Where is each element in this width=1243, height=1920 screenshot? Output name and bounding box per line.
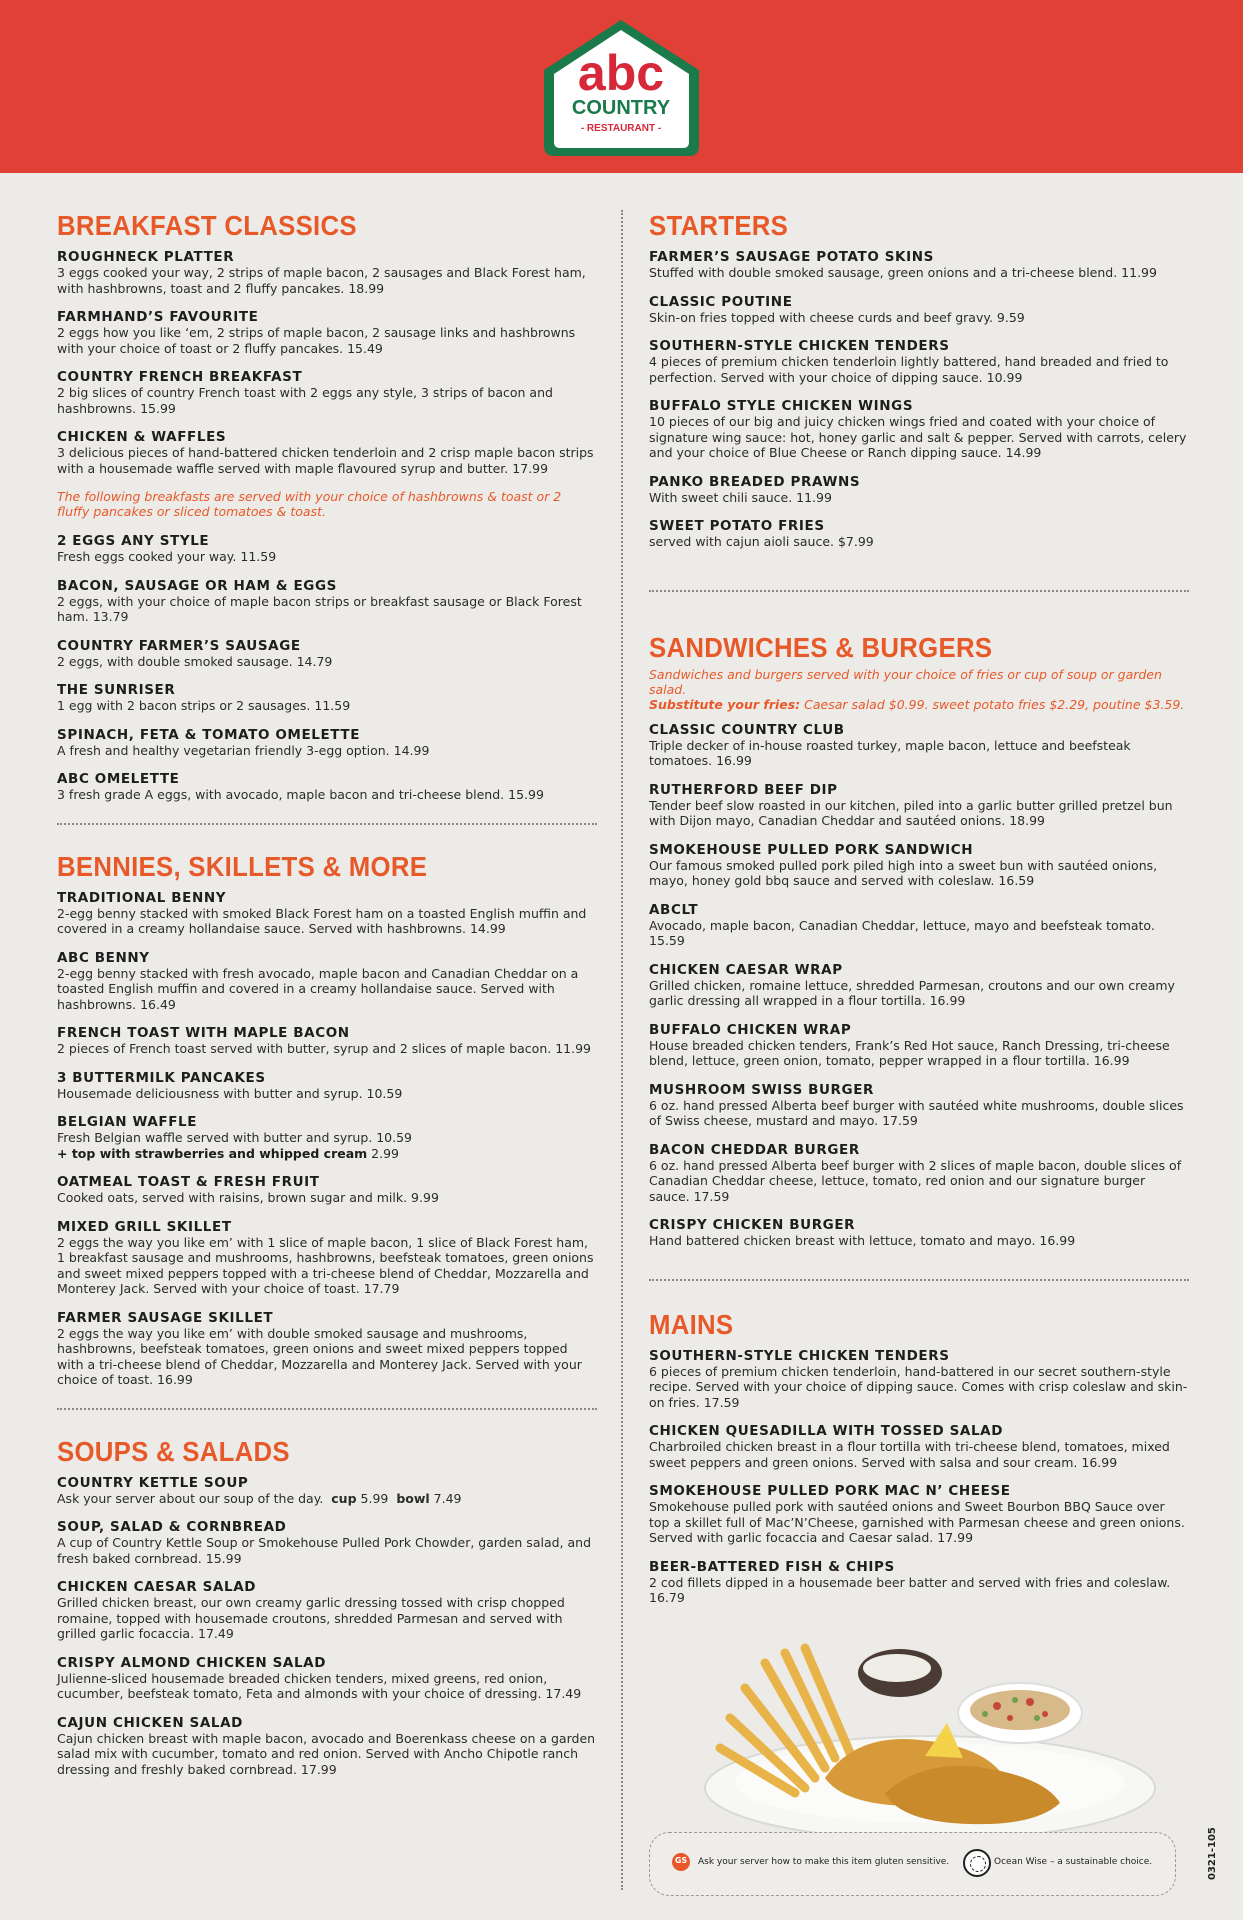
section-title: MAINS [649, 1308, 734, 1340]
menu-item [57, 578, 597, 625]
item-name: COUNTRY KETTLE SOUP [57, 1474, 249, 1491]
item-desc: Julienne-sliced housemade breaded chicken tenders, mixed greens, red onion, cucumber, beefsteak tomato, Feta and almonds with your choice of dressing. 17.49 [57, 1670, 582, 1701]
logo-abc: abc [577, 45, 665, 101]
section-divider [57, 823, 597, 825]
cup-price: 5.99 [360, 1490, 389, 1506]
item-name: BELGIAN WAFFLE [57, 1114, 198, 1130]
menu-item [57, 309, 597, 356]
item-desc: A cup of Country Kettle Soup or Smokehouse Pulled Pork Chowder, garden salad, and fresh baked cornbread. 15.99 [57, 1535, 592, 1566]
item-desc: 10 pieces of our big and juicy chicken wings fried and coated with your choice of signature wing sauce: hot, honey garlic and salt & pepper. Served with carrots, celery and your choice of Blue Cheese or Ranch dipping sauce. 14.99 [649, 414, 1187, 460]
item-desc: Skin-on fries topped with cheese curds and beef gravy. 9.59 [649, 309, 1025, 325]
menu-item [649, 518, 1189, 550]
section-title: STARTERS [649, 210, 789, 241]
menu-item [649, 249, 1189, 281]
item-name: CHICKEN QUESADILLA WITH TOSSED SALAD [649, 1423, 1004, 1439]
menu-item [57, 1715, 597, 1778]
sandwiches-note-line1: Sandwiches and burgers served with your choice of fries or cup of soup or garden salad. [649, 666, 1162, 697]
menu-item [57, 638, 597, 670]
item-desc: 2 cod fillets dipped in a housemade beer batter and served with fries and coleslaw. 16.79 [649, 1574, 1171, 1605]
substitute-text: Caesar salad $0.99. sweet potato fries $2.29, poutine $3.59. [800, 696, 1185, 712]
sandwiches-note [649, 667, 1189, 712]
item-desc: Fresh eggs cooked your way. 11.59 [57, 549, 277, 564]
item-name: 2 EGGS ANY STYLE [57, 533, 210, 549]
item-name: CHICKEN & WAFFLES [57, 429, 227, 445]
menu-item [649, 722, 1189, 769]
item-desc: Housemade deliciousness with butter and syrup. 10.59 [57, 1085, 403, 1101]
item-desc: 2 eggs, with your choice of maple bacon strips or breakfast sausage or Black Forest ham. 13.79 [57, 593, 582, 624]
item-name: BACON CHEDDAR BURGER [649, 1141, 860, 1158]
menu-code: 0321-105 [1207, 1827, 1218, 1880]
menu-item [57, 727, 597, 759]
item-name: RUTHERFORD BEEF DIP [649, 781, 838, 798]
gluten-sensitive-text: Ask your server how to make this item gluten sensitive. [698, 1857, 950, 1867]
item-name: TRADITIONAL BENNY [57, 889, 227, 906]
section-title: BENNIES, SKILLETS & MORE [57, 850, 428, 882]
sandwiches-note-line2 [649, 697, 1189, 712]
fish-and-chips-photo [685, 1628, 1165, 1843]
section-divider [57, 1408, 597, 1410]
menu-item [649, 1082, 1189, 1129]
menu-item [57, 1070, 597, 1102]
menu-item [649, 1217, 1189, 1249]
menu-item [649, 1483, 1189, 1546]
menu-item [649, 1348, 1189, 1411]
item-name: CRISPY CHICKEN BURGER [649, 1217, 856, 1233]
item-desc: Stuffed with double smoked sausage, green onions and a tri-cheese blend. 11.99 [649, 265, 1157, 280]
item-desc: Charbroiled chicken breast in a flour tortilla with tri-cheese blend, tomatoes, mixed sweet peppers and green onions. Served with salsa and sour cream. 16.99 [649, 1439, 1170, 1470]
item-name: OATMEAL TOAST & FRESH FRUIT [57, 1174, 320, 1190]
substitute-label: Substitute your fries: [649, 696, 801, 712]
bennies-section [57, 851, 597, 1388]
breakfast-classics-section [57, 210, 597, 803]
item-name: SOUP, SALAD & CORNBREAD [57, 1519, 287, 1535]
bowl-price: 7.49 [433, 1490, 462, 1506]
menu-item [57, 1025, 597, 1057]
item-desc: Tender beef slow roasted in our kitchen, piled into a garlic butter grilled pretzel bun with Dijon mayo, Canadian Cheddar and sautéed onions. 18.99 [649, 797, 1173, 828]
item-name: COUNTRY FRENCH BREAKFAST [57, 369, 303, 385]
logo-country: COUNTRY [571, 97, 671, 119]
menu-item [57, 1219, 597, 1297]
menu-item [649, 962, 1189, 1009]
menu-item [649, 294, 1189, 326]
menu-item [649, 1423, 1189, 1470]
item-desc: 2 eggs the way you like em’ with 1 slice of maple bacon, 1 slice of Black Forest ham, 1 breakfast sausage and mushrooms, hashbrowns, beefsteak tomatoes, green onions and sweet mixed peppers topped with a tri-cheese blend of Cheddar, Mozzarella and Monterey Jack. Served with your choice of toast. 17.79 [57, 1234, 594, 1296]
menu-item [57, 950, 597, 1013]
menu-item [649, 474, 1189, 506]
item-name: CLASSIC POUTINE [649, 293, 793, 310]
item-name: MIXED GRILL SKILLET [57, 1218, 232, 1235]
item-desc: Smokehouse pulled pork with sautéed onions and Sweet Bourbon BBQ Sauce over top a skillet full of Mac’N’Cheese, garnished with Parmesan cheese and green onions. Served with garlic focaccia and Caesar salad. 17.99 [649, 1499, 1185, 1545]
mains-section [649, 1309, 1189, 1606]
menu-item [57, 771, 597, 803]
item-addon [57, 1146, 597, 1162]
menu-item [649, 842, 1189, 889]
menu-item [649, 338, 1189, 385]
item-name: ABC BENNY [57, 949, 150, 966]
item-name: 3 BUTTERMILK PANCAKES [57, 1069, 266, 1086]
item-name: ABC OMELETTE [57, 771, 180, 787]
item-name: BEER-BATTERED FISH & CHIPS [649, 1558, 895, 1575]
item-desc: 6 oz. hand pressed Alberta beef burger with 2 slices of maple bacon, double slices of Canadian Cheddar cheese, lettuce, tomato, red onion and our signature burger sauce. 17.59 [649, 1157, 1182, 1204]
menu-item [57, 1519, 597, 1566]
ocean-wise-text: Ocean Wise – a sustainable choice. [994, 1857, 1153, 1867]
item-desc: 2-egg benny stacked with smoked Black Forest ham on a toasted English muffin and covered in a creamy hollandaise sauce. Served with hashbrowns. 14.99 [57, 905, 587, 936]
item-name: BUFFALO STYLE CHICKEN WINGS [649, 398, 914, 414]
item-desc: 2 eggs how you like ‘em, 2 strips of maple bacon, 2 sausage links and hashbrowns with your choice of toast or 2 fluffy pancakes. 15.49 [57, 325, 576, 356]
item-name: ROUGHNECK PLATTER [57, 249, 235, 265]
cup-label: cup [331, 1490, 357, 1506]
item-name: SPINACH, FETA & TOMATO OMELETTE [57, 726, 361, 743]
abc-country-logo [541, 18, 702, 158]
gluten-badge-text: GS [674, 1856, 688, 1865]
soups-salads-section [57, 1436, 597, 1778]
item-name: SMOKEHOUSE PULLED PORK SANDWICH [649, 841, 974, 858]
gluten-sensitive-icon [672, 1853, 690, 1871]
item-desc: Our famous smoked pulled pork piled high into a sweet bun with sautéed onions, mayo, honey gold bbq sauce and served with coleslaw. 16.59 [649, 857, 1158, 888]
item-desc: A fresh and healthy vegetarian friendly 3-egg option. 14.99 [57, 742, 430, 758]
menu-item [57, 429, 597, 476]
item-name: PANKO BREADED PRAWNS [649, 473, 861, 490]
item-name: MUSHROOM SWISS BURGER [649, 1081, 875, 1098]
item-desc [57, 1491, 597, 1507]
item-desc: Fresh Belgian waffle served with butter and syrup. 10.59 [57, 1130, 412, 1145]
section-divider [649, 590, 1189, 592]
menu-item [57, 1655, 597, 1702]
item-desc: Hand battered chicken breast with lettuce, tomato and mayo. 16.99 [649, 1233, 1076, 1248]
item-name: FARMHAND’S FAVOURITE [57, 309, 259, 325]
item-desc: 3 delicious pieces of hand-battered chicken tenderloin and 2 crisp maple bacon strips with a housemade waffle served with maple flavoured syrup and butter. 17.99 [57, 445, 594, 476]
sandwiches-section [649, 632, 1189, 1249]
starters-section [649, 210, 1189, 550]
addon-label: + top with strawberries and whipped cream [57, 1145, 368, 1161]
item-desc: 3 eggs cooked your way, 2 strips of maple bacon, 2 sausages and Black Forest ham, with hashbrowns, toast and 2 fluffy pancakes. 18.99 [57, 265, 586, 296]
breakfast-note: The following breakfasts are served with your choice of hashbrowns & toast or 2 fluffy pancakes or sliced tomatoes & toast. [57, 489, 562, 519]
right-column [649, 210, 1189, 1619]
item-desc: Avocado, maple bacon, Canadian Cheddar, lettuce, mayo and beefsteak tomato. 15.59 [649, 917, 1155, 948]
item-name: ABCLT [649, 901, 699, 918]
item-desc: 2 eggs, with double smoked sausage. 14.79 [57, 653, 333, 669]
column-divider [621, 210, 623, 1890]
item-name: CAJUN CHICKEN SALAD [57, 1714, 243, 1731]
footer-notice [649, 1832, 1176, 1896]
kettle-desc: Ask your server about our soup of the day. [57, 1490, 324, 1506]
item-desc: 2 big slices of country French toast with 2 eggs any style, 3 strips of bacon and hashbrowns. 15.99 [57, 385, 553, 416]
item-name: FRENCH TOAST WITH MAPLE BACON [57, 1025, 350, 1041]
item-desc: served with cajun aioli sauce. $7.99 [649, 534, 874, 549]
logo-restaurant: - RESTAURANT - [580, 123, 662, 134]
menu-item [57, 533, 597, 565]
item-desc: Grilled chicken, romaine lettuce, shredded Parmesan, croutons and our own creamy garlic dressing all wrapped in a flour tortilla. 16.99 [649, 977, 1175, 1008]
bowl-label: bowl [396, 1490, 430, 1506]
section-title: SOUPS & SALADS [57, 1435, 290, 1467]
item-name: SOUTHERN-STYLE CHICKEN TENDERS [649, 1347, 950, 1364]
item-name: CHICKEN CAESAR SALAD [57, 1579, 257, 1595]
item-name: BUFFALO CHICKEN WRAP [649, 1021, 852, 1038]
item-name: THE SUNRISER [57, 682, 176, 698]
item-name: FARMER’S SAUSAGE POTATO SKINS [649, 249, 934, 265]
item-name: CHICKEN CAESAR WRAP [649, 961, 843, 978]
item-name: SWEET POTATO FRIES [649, 518, 825, 534]
item-desc: 3 fresh grade A eggs, with avocado, maple bacon and tri-cheese blend. 15.99 [57, 787, 544, 802]
section-title: SANDWICHES & BURGERS [649, 631, 993, 663]
menu-item [57, 369, 597, 416]
item-name: SMOKEHOUSE PULLED PORK MAC N’ CHEESE [649, 1483, 1011, 1499]
left-column [57, 210, 597, 1790]
menu-item [57, 249, 597, 296]
item-desc: Cajun chicken breast with maple bacon, avocado and Boerenkass cheese on a garden salad mix with cucumber, tomato and red onion. Served with Ancho Chipotle ranch dressing and freshly baked cornbread. 17.99 [57, 1730, 596, 1777]
menu-item [649, 902, 1189, 949]
item-name: CRISPY ALMOND CHICKEN SALAD [57, 1654, 327, 1671]
item-desc: 2 pieces of French toast served with butter, syrup and 2 slices of maple bacon. 11.99 [57, 1041, 591, 1056]
menu-item [57, 890, 597, 937]
item-name: BACON, SAUSAGE OR HAM & EGGS [57, 577, 337, 594]
item-desc: Triple decker of in-house roasted turkey, maple bacon, lettuce and beefsteak tomatoes. 16.99 [649, 737, 1131, 768]
item-name: FARMER SAUSAGE SKILLET [57, 1309, 274, 1326]
menu-item [57, 1114, 597, 1161]
ocean-wise-icon [963, 1849, 991, 1877]
item-desc: Cooked oats, served with raisins, brown sugar and milk. 9.99 [57, 1190, 439, 1205]
item-name: SOUTHERN-STYLE CHICKEN TENDERS [649, 338, 950, 354]
menu-item [57, 1579, 597, 1642]
menu-item [649, 1022, 1189, 1069]
menu-item [649, 398, 1189, 461]
item-desc: With sweet chili sauce. 11.99 [649, 489, 832, 505]
item-desc: 6 pieces of premium chicken tenderloin, hand-battered in our secret southern-style recipe. Served with your choice of dipping sauce. Comes with crisp coleslaw and skin-on fries. 17.59 [649, 1363, 1188, 1410]
menu-item [649, 1559, 1189, 1606]
menu-item [57, 1475, 597, 1507]
item-desc: 4 pieces of premium chicken tenderloin lightly battered, hand breaded and fried to perfection. Served with your choice of dipping sauce. 10.99 [649, 354, 1169, 385]
item-desc: 1 egg with 2 bacon strips or 2 sausages. 11.59 [57, 698, 351, 713]
menu-item [649, 782, 1189, 829]
item-name: COUNTRY FARMER’S SAUSAGE [57, 637, 301, 654]
menu-item [57, 1310, 597, 1388]
item-desc: Grilled chicken breast, our own creamy garlic dressing tossed with crisp chopped romaine, topped with housemade croutons, shredded Parmesan and served with grilled garlic focaccia. 17.49 [57, 1595, 565, 1641]
section-title: BREAKFAST CLASSICS [57, 210, 357, 241]
menu-item [649, 1142, 1189, 1205]
item-name: CLASSIC COUNTRY CLUB [649, 721, 845, 738]
addon-price: 2.99 [371, 1145, 399, 1161]
section-divider [649, 1279, 1189, 1281]
item-desc: 2-egg benny stacked with fresh avocado, maple bacon and Canadian Cheddar on a toasted English muffin and covered in a creamy hollandaise sauce. Served with hashbrowns. 16.49 [57, 965, 579, 1012]
item-desc: House breaded chicken tenders, Frank’s Red Hot sauce, Ranch Dressing, tri-cheese blend, lettuce, green onion, tomato, pepper wrapped in a flour tortilla. 16.99 [649, 1037, 1170, 1068]
item-desc: 2 eggs the way you like em’ with double smoked sausage and mushrooms, hashbrowns, beefsteak tomatoes, green onions and sweet mixed peppers topped with a tri-cheese blend of Cheddar, Mozzarella and Monterey Jack. Served with your choice of toast. 16.99 [57, 1325, 582, 1387]
menu-item [57, 682, 597, 714]
item-desc: 6 oz. hand pressed Alberta beef burger with sautéed white mushrooms, double slices of Swiss cheese, mustard and mayo. 17.59 [649, 1097, 1184, 1128]
menu-item [57, 1174, 597, 1206]
